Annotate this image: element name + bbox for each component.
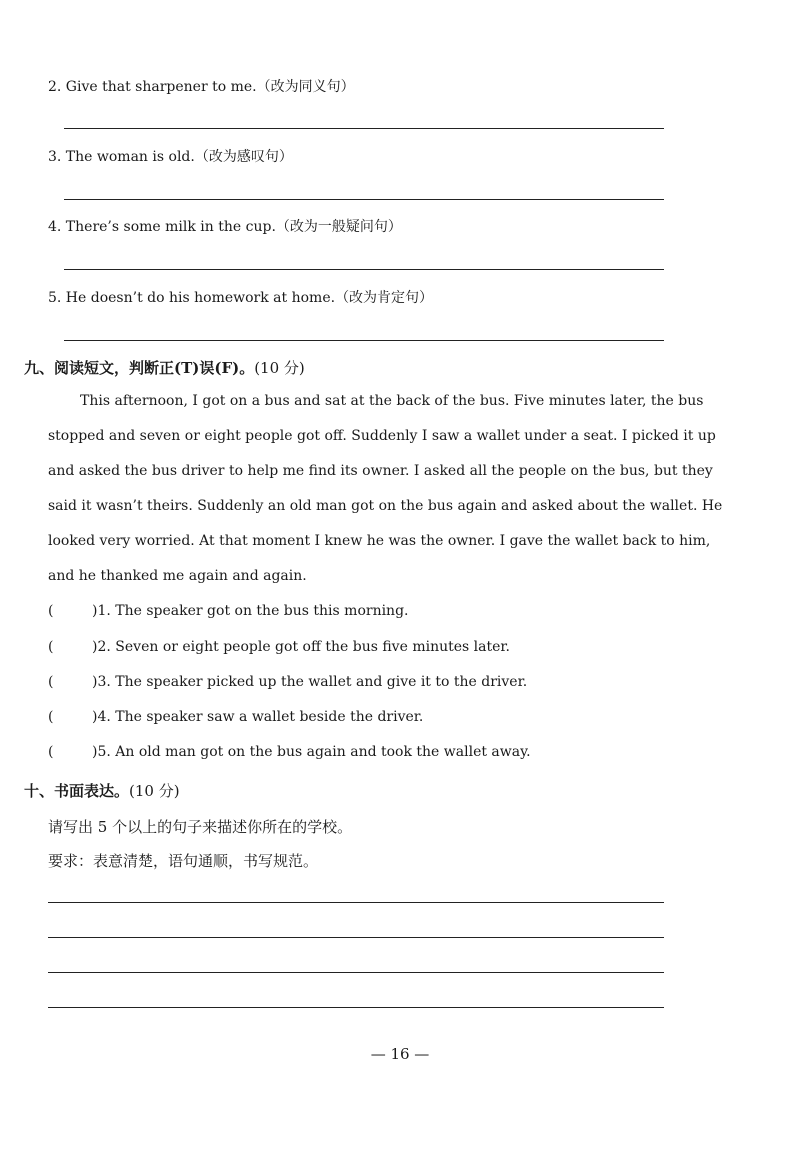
passage-line: and he thanked me again and again. <box>48 568 307 584</box>
passage-line: stopped and seven or eight people got off. Suddenly I saw a wallet under a seat. I picked it up <box>48 428 716 444</box>
rewrite-question-2 <box>48 76 355 96</box>
answer-bracket[interactable]: ( <box>48 709 54 725</box>
writing-requirements: 要求：表意清楚，语句通顺，书写规范。 <box>48 852 319 870</box>
statement-number: )3. <box>92 674 111 690</box>
answer-bracket[interactable]: ( <box>48 674 54 690</box>
statement-text: An old man got on the bus again and took the wallet away. <box>115 744 531 760</box>
question-instruction: （改为同义句） <box>256 79 355 95</box>
statement-text: The speaker saw a wallet beside the driver. <box>115 709 424 725</box>
rewrite-question-3 <box>48 146 293 166</box>
section-heading-reading <box>24 357 305 378</box>
question-instruction: （改为感叹句） <box>194 149 293 165</box>
question-text: 3. The woman is old. <box>48 149 195 165</box>
question-text: 2. Give that sharpener to me. <box>48 79 257 95</box>
answer-bracket[interactable]: ( <box>48 639 54 655</box>
writing-line[interactable] <box>48 1007 664 1008</box>
answer-bracket[interactable]: ( <box>48 744 54 760</box>
section-heading-writing <box>24 780 180 801</box>
statement-number: )2. <box>92 639 111 655</box>
writing-prompt: 请写出 5 个以上的句子来描述你所在的学校。 <box>48 818 353 836</box>
tf-statement-2[interactable] <box>48 639 510 655</box>
answer-line[interactable] <box>64 199 664 200</box>
tf-statement-3[interactable] <box>48 674 527 690</box>
answer-line[interactable] <box>64 128 664 129</box>
answer-bracket[interactable]: ( <box>48 603 54 619</box>
tf-statement-4[interactable] <box>48 709 423 725</box>
heading-points: (10 分) <box>254 359 305 377</box>
writing-line[interactable] <box>48 902 664 903</box>
statement-text: Seven or eight people got off the bus five minutes later. <box>115 639 510 655</box>
question-text: 5. He doesn’t do his homework at home. <box>48 290 336 306</box>
statement-number: )4. <box>92 709 111 725</box>
page-number: — 16 — <box>370 1045 430 1063</box>
tf-statement-1[interactable] <box>48 603 409 619</box>
question-instruction: （改为肯定句） <box>335 290 434 306</box>
writing-line[interactable] <box>48 937 664 938</box>
heading-points: (10 分) <box>129 782 180 800</box>
passage-line: This afternoon, I got on a bus and sat at the back of the bus. Five minutes later, the bus <box>80 393 704 409</box>
statement-number: )1. <box>92 603 111 619</box>
passage-line: looked very worried. At that moment I knew he was the owner. I gave the wallet back to him, <box>48 533 711 549</box>
question-text: 4. There’s some milk in the cup. <box>48 219 276 235</box>
passage-line: said it wasn’t theirs. Suddenly an old man got on the bus again and asked about the wallet. He <box>48 498 723 514</box>
question-instruction: （改为一般疑问句） <box>275 219 402 235</box>
answer-line[interactable] <box>64 269 664 270</box>
rewrite-question-5 <box>48 287 433 307</box>
writing-line[interactable] <box>48 972 664 973</box>
statement-text: The speaker picked up the wallet and give it to the driver. <box>115 674 528 690</box>
passage-line: and asked the bus driver to help me find its owner. I asked all the people on the bus, but they <box>48 463 713 479</box>
heading-text: 十、书面表达。 <box>24 782 130 800</box>
statement-number: )5. <box>92 744 111 760</box>
heading-text: 九、阅读短文，判断正(T)误(F)。 <box>24 359 255 377</box>
statement-text: The speaker got on the bus this morning. <box>115 603 409 619</box>
tf-statement-5[interactable] <box>48 744 531 760</box>
rewrite-question-4 <box>48 216 402 236</box>
answer-line[interactable] <box>64 340 664 341</box>
